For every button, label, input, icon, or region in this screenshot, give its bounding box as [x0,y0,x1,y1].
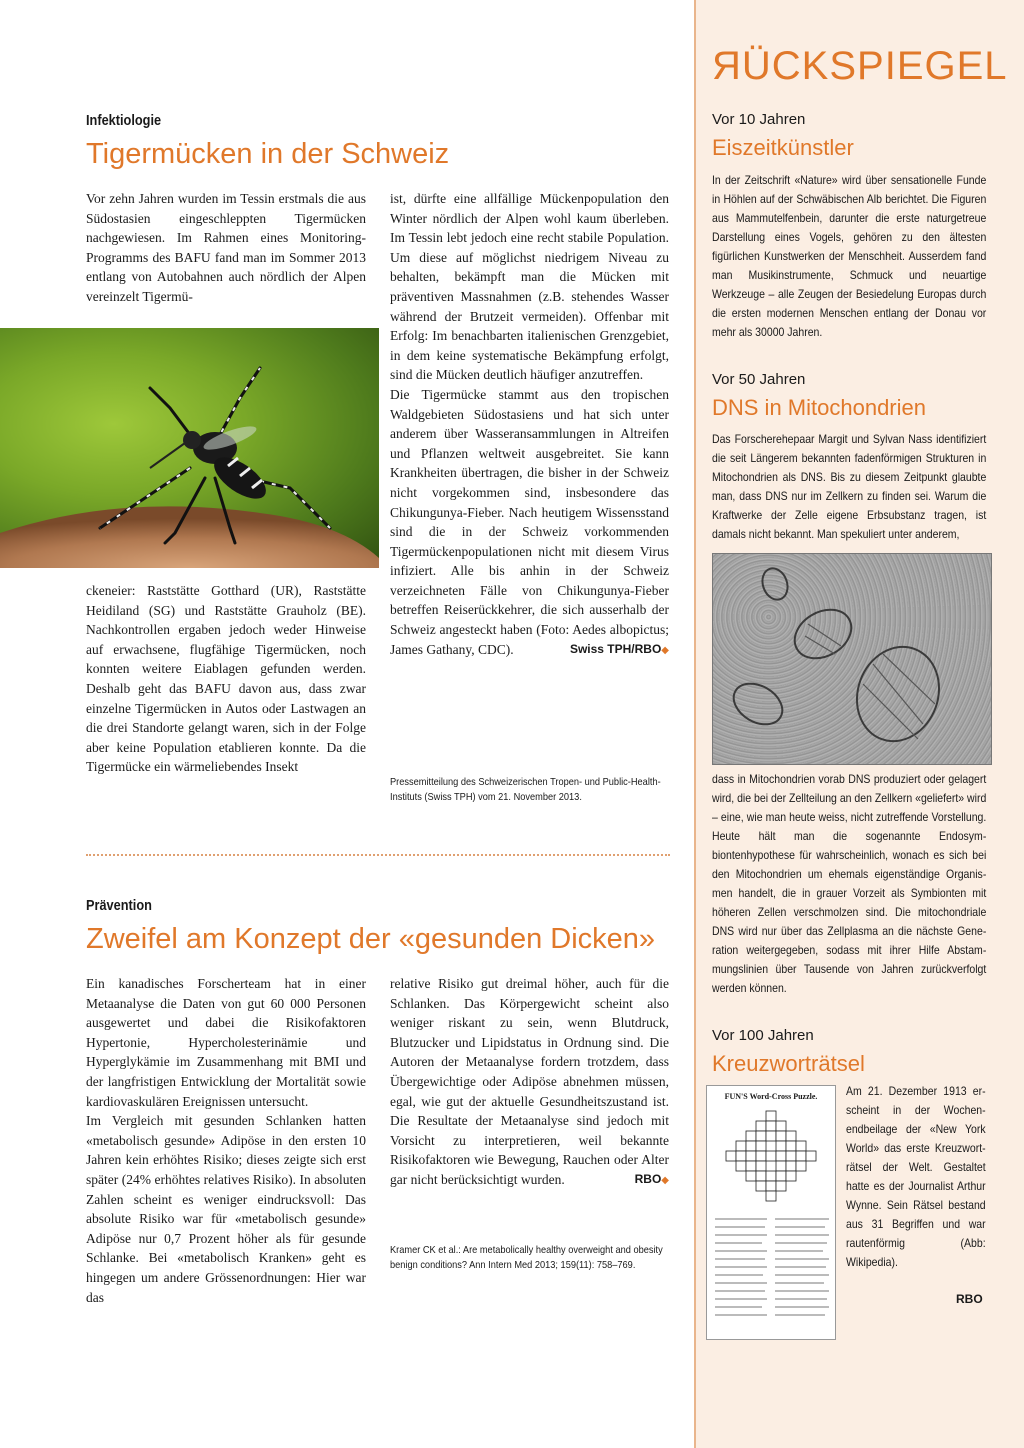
sidebar-section3-text-block [846,1082,986,1272]
sidebar-section2-vor: Vor 50 Jahren [712,371,806,388]
article1-col1-bottom-text: ckeneier: Raststätte Gotthard (UR), Raststätte Heidiland (SG) und Raststätte Grauholz (BE). Nachkontrollen ergaben jedoch weder Hinweise auf erwachsene, flugfähige Tigermücken, noch konnten weitere Eiablagen gefunden werden. Deshalb geht das BAFU davon aus, dass zwar einzelne Tigermücken in Autos oder Lastwagen an die drei Standorte gelangt waren, sich in der Folge aber keine Population etablieren konnte. Da die Tigermücke ein wärmeliebendes Insekt [86,583,366,775]
article2-col1 [86,974,366,1307]
article2-title: Zweifel am Konzept der «gesunden Dicken» [86,923,656,955]
sidebar-section2-text-after-block [712,770,987,998]
article1-col2-p2-text: Die Tigermücke stammt aus den tropischen Waldgebieten Südostasiens und hat sich unter anderem über Wasseransammlungen in Altreifen und Pflanzen weltweit ausgebreitet. Sie kann Krankheiten übertragen, die bisher in der Schweiz nicht vorgekommen sind, insbesondere das Chikungunya-Fieber. Nach heutigem Wissensstand sind die in der Schweiz vorkommenden Tigermückenpopulationen nicht mit diesem Virus infiziert. Alle bis anhin in der Schweiz verzeichneten Fälle von Chikungunya-Fieber betreffen Reiserückkehrer, die sich ausserhalb der Schweiz angesteckt haben (Foto: Aedes albopictus; James Gathany, CDC). [390,386,669,657]
article1-col1-bottom [86,581,366,777]
crossword-puzzle-image [706,1085,836,1340]
mitochondria-micrograph [712,553,992,765]
article2-kicker: Prävention [86,897,152,914]
section-divider [86,854,670,856]
sidebar-section2-head: DNS in Mitochondrien [712,395,926,420]
article1-col2-p1: ist, dürfte eine allfällige Mückenpopulation den Winter nördlich der Alpen wohl kaum überleben. Im Tessin lebt jedoch eine recht stabile Population. Um diese auf möglichst niedrigem Niveau zu behalten, bekämpft man die Mücken mit präventiven Massnahmen (z.B. stehendes Wasser während der Brutzeit vermeiden). Offenbar mit Erfolg: Im benachbarten italienischen Grenzgebiet, in dem keine systematische Bekämpfung erfolgt, sind die Mücken deutlich häufiger anzutreffen. [390,191,669,383]
article1-signature-text: Swiss TPH/RBO [569,641,662,656]
article1-signature [570,640,669,661]
sidebar-section2-text: Das Forscherehepaar Margit und Sylvan Nass identifiziert die seit Längerem bekannten fadenförmigen Strukturen in Mitochondrien als DNS. Bis zu diesem Zeitpunkt glaubte man, dass DNS nur im Zellkern zu finden sei. Warum die Kraftwerke der Zelle eigene Erbsubstanz tragen, ist damals nicht bekannt. Man spekuliert unter anderem, [712,432,987,541]
sidebar-title: ЯÜCKSPIEGEL [712,44,1008,88]
mosquito-photo [0,328,379,568]
article2-signature [635,1170,669,1191]
article2-col1-p2: Im Vergleich mit gesunden Schlanken hatten «metabolisch gesunde» Adipöse in den ersten 10 Jahren kein erhöhtes Risiko; dieses zeigte sich erst später (24% erhöhtes relatives Risiko). In absoluten Zahlen scheint es weniger eindrucksvoll: Das absolute Risiko war für «metabolisch gesunde» Adipöse nur 0,7 Prozent höher als für gesunde Schlanke. Bei «metabolisch Kranken» geht es hingegen um andere Grössenordnungen: Hier war das [86,1113,366,1305]
article1-kicker: Infektiologie [86,112,162,129]
sidebar-section3-vor: Vor 100 Jahren [712,1027,814,1044]
article2-col2-p1-text: relative Risiko gut dreimal höher, auch für die Schlanken. Das Körpergewicht scheint also weniger riskant zu sein, wenn Blutdruck, Blutzucker und Lipidstatus in Ordnung sind. Die Autoren der Metaanalyse fordern trotzdem, dass Übergewichtige oder Adipöse abnehmen müssen, egal, wie gut der aktuelle Gesundheitszustand ist. Die Resultate der Metaanalyse sind jedoch mit Vorsicht zu interpretieren, weil bekannte Risikofaktoren wie Bewegung, Rauchen oder Alter gar nicht berücksichtigt wurden. [390,976,669,1187]
article1-col1-top-text: Vor zehn Jahren wurden im Tessin erstmals die aus Südostasien eingeschleppten Tigermücken nachgewiesen. Im Rahmen eines Monitoring-Programms des BAFU fand man im Sommer 2013 entlang von Autobahnen auch nördlich der Alpen vereinzelt Tigermü- [86,191,366,304]
sidebar-section1-text-block [712,171,987,342]
article1-title: Tigermücken in der Schweiz [86,138,450,170]
article2-source-note: Kramer CK et al.: Are metabolically healthy overweight and obesity benign conditions? Ann Intern Med 2013; 159(11): 758–769. [390,1244,663,1271]
diamond-icon: ◆ [661,1174,669,1186]
article2-col1-p1: Ein kanadisches Forscherteam hat in einer Metaanalyse die Daten von gut 60 000 Personen ausgewertet und dabei die Risikofaktoren Hypertonie, Hypercholesterinämie und Hyperglykämie im Zusammenhang mit BMI und der langfristigen Entwicklung der Mortalität sowie kardiovaskulären Ereignissen untersucht. [86,976,366,1109]
sidebar-section2-text-block [712,430,987,544]
sidebar-section3-signature: RBO [956,1292,983,1306]
article1-col1-top [86,189,366,307]
sidebar-section1-text: In der Zeitschrift «Nature» wird über sensationelle Funde in Höhlen auf der Schwäbischen Alb berichtet. Die Figuren aus Mammutelfenbein, darunter die erste naturgetreue Darstellung eines Vogels, gehören zu den ältesten figürlichen Kunstwerken der Menschheit. Ausserdem fand man Musikinstrumente, Schmuck und neuartige Werkzeuge – alle Zeugen der Besiedelung Europas durch die ersten modernen Menschen entlang der Donau vor mehr als 30000 Jahren. [712,173,987,339]
diamond-icon: ◆ [661,644,669,656]
crossword-puzzle-title: FUN'S Word-Cross Puzzle. [724,1092,818,1101]
sidebar-section1-head: Eiszeitkünstler [712,135,854,160]
article1-source-note: Pressemitteilung des Schweizerischen Tropen- und Public-Health-Instituts (Swiss TPH) vom 21. November 2013. [390,776,661,803]
article2-signature-text: RBO [634,1171,662,1186]
sidebar-section1-vor: Vor 10 Jahren [712,111,806,128]
sidebar-section3-head: Kreuzworträtsel [712,1051,865,1076]
article2-col2-p1 [390,974,669,1190]
sidebar-section3-text: Am 21. Dezember 1913 erscheint in der Wochenendbeilage der «New York World» das erste Kreuzworträtsel der Welt. Gestaltet hatte es der Journalist Arthur Wynne. Sein Rätsel bestand aus 31 Begriffen und war rautenförmig (Abb: Wikipedia). [846,1084,986,1269]
article1-col2 [390,189,669,660]
article1-col2-p2 [390,385,669,659]
sidebar-section2-text-after: dass in Mitochondrien vorab DNS produziert oder gelagert wird, die bei der Zellteilung an den Zellkern «geliefert» wird – eine, wie man heute weiss, nicht zutreffende Vorstellung. Heute hält man die sogenannte Endosymbiontenhypothese für wahrscheinlich, wonach es sich bei den Mitochondrien um ehemals eigenständige Organismen handelt, die in grauer Vorzeit als Symbionten mit höheren Zellen verschmolzen sind. Die mitochondriale DNS wird nur über das Zellplasma an die nächste Generation weitergegeben, sodass mit ihrer Hilfe Abstammungslinien über Tausende von Jahren zurückverfolgt werden können. [712,772,987,995]
article2-col2 [390,974,669,1191]
